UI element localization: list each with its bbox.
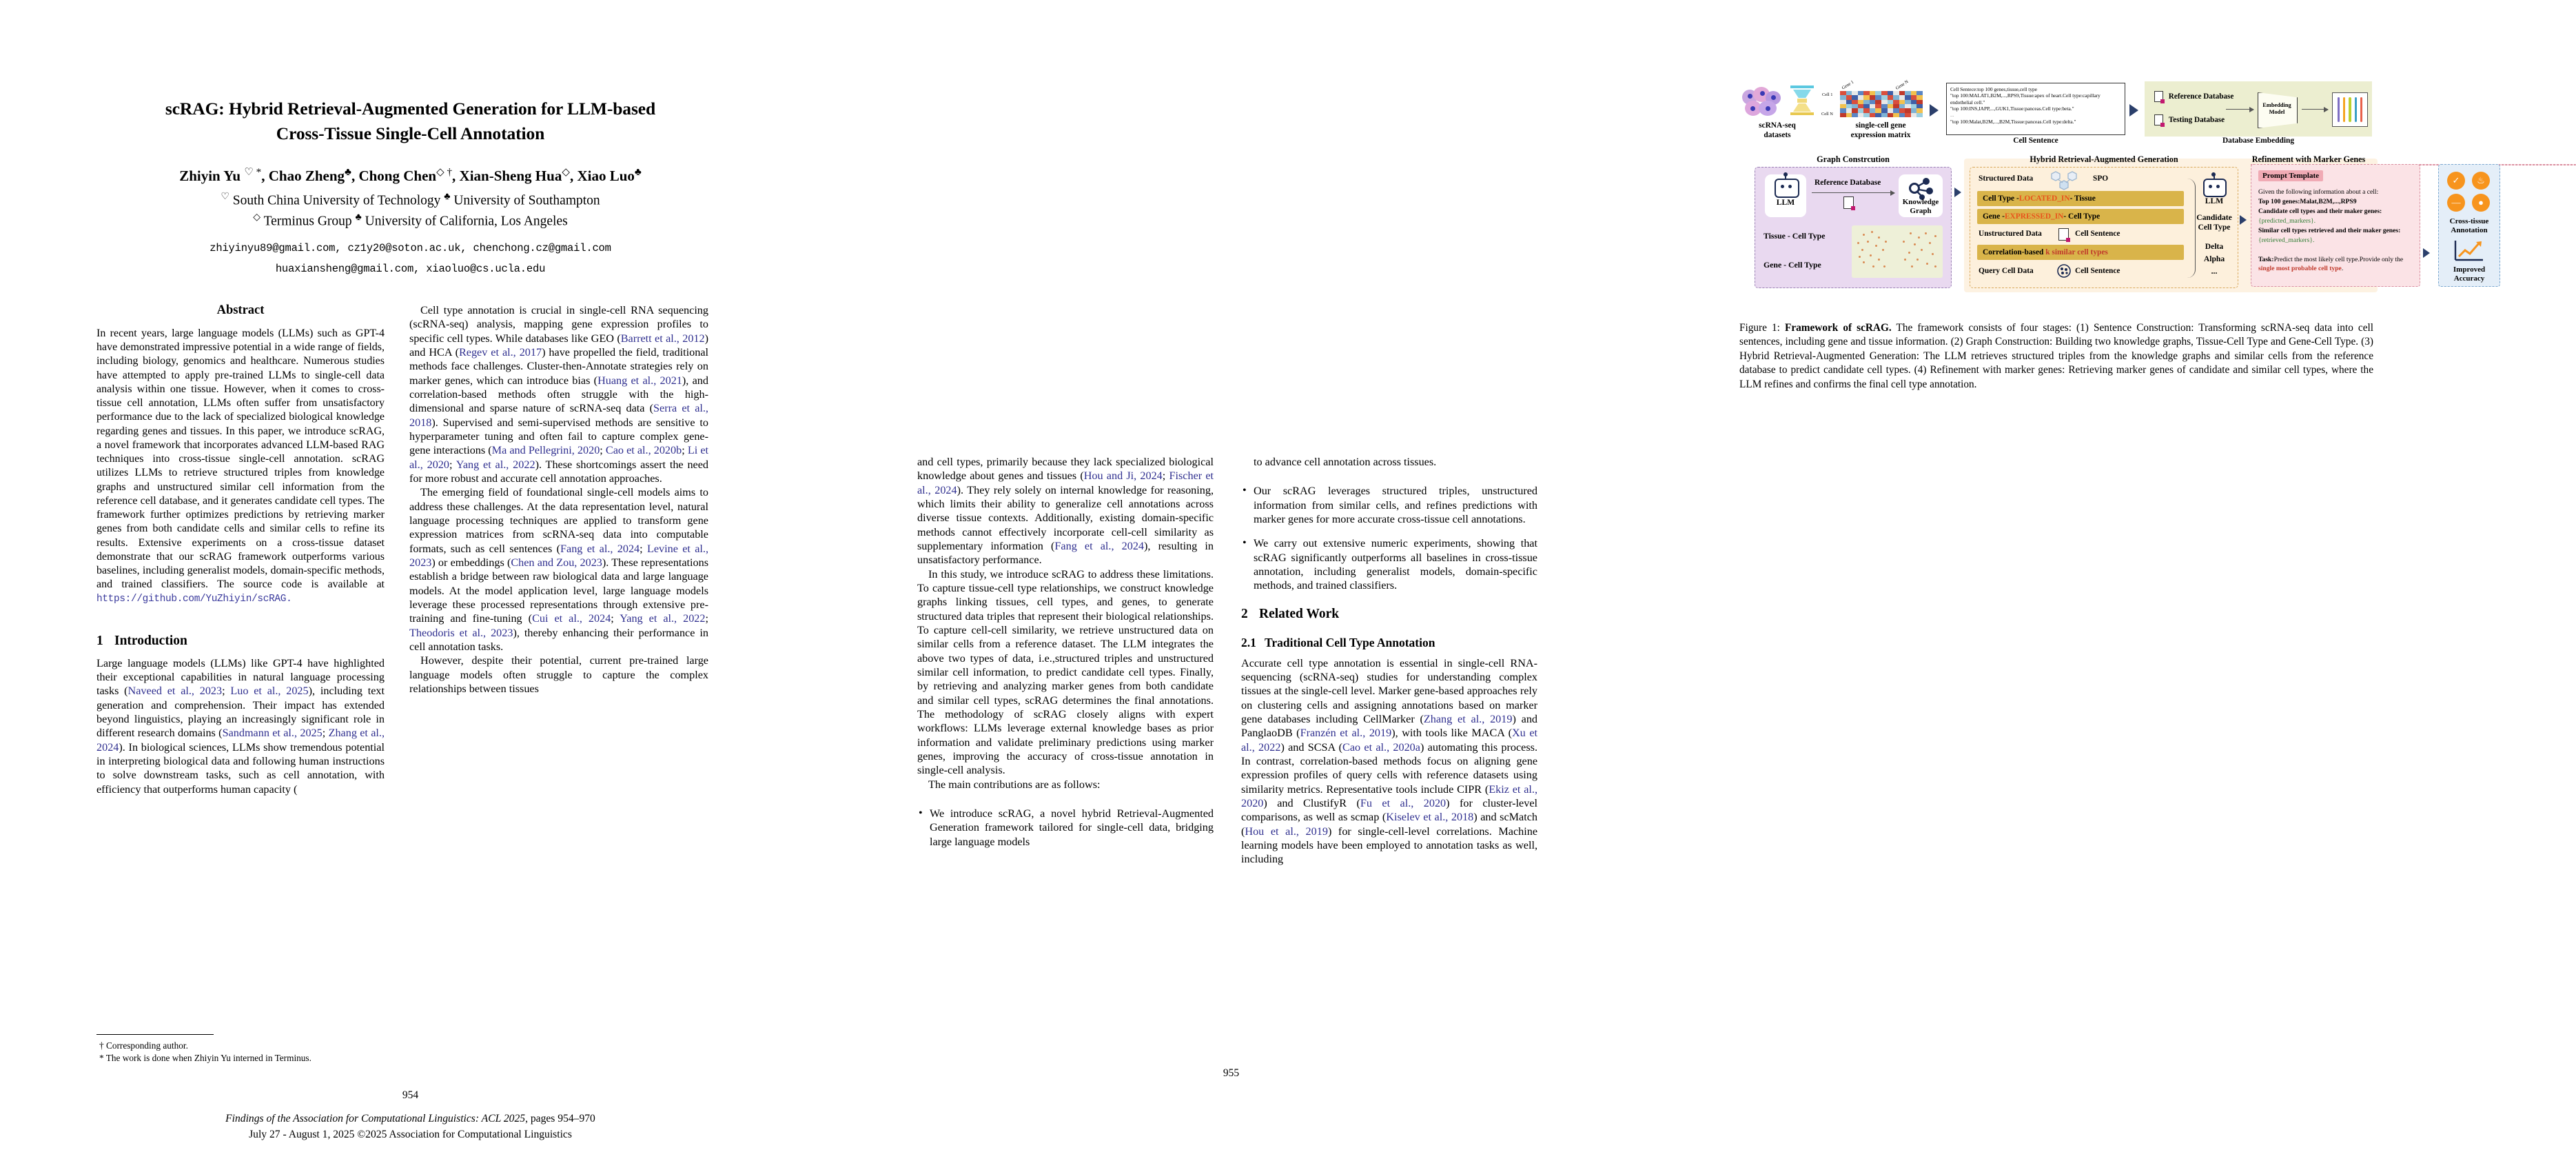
dna-helix-icon: [1790, 85, 1814, 117]
figure-stage-sentence-construction: [1739, 79, 2373, 146]
left-page-column-2: [409, 303, 708, 696]
arrow-rag-to-prompt-icon: [2240, 215, 2247, 225]
prompt-line-5: Similar cell types retrieved and their maker genes:: [2258, 227, 2401, 234]
database-embedding-panel: [2145, 81, 2372, 137]
hybrid-rag-panel: [1970, 167, 2238, 288]
list-item: • We carry out extensive numeric experiments, showing that scRAG significantly outperforms all baselines in cross-tissue annotation, including generalist models, domain-specific methods, and trained classifiers.: [1241, 536, 1537, 592]
section-heading-related-work: 2 Related Work: [1241, 606, 1340, 621]
repo-url[interactable]: https://github.com/YuZhiyin/scRAG.: [96, 594, 292, 605]
traditional-annotation-paragraph: Accurate cell type annotation is essential in single-cell RNA-sequencing (scRNA-seq) studies for understanding complex tissues at the single-cell level. Marker gene-based approaches rely on clustering cells and assigning annotations based on marker gene databases including CellMarker (Zhang et al., 2019) and PanglaoDB (Franzén et al., 2019), with tools like MACA (Xu et al., 2022) and SCSA (Cao et al., 2020a) automating this process. In contrast, correlation-based methods focus on aligning gene expression profiles of query cells with reference datasets using similarity metrics. Representative tools include CIPR (Ekiz et al., 2020) and ClustifyR (Fu et al., 2020) for cluster-level comparisons, as well as scmap (Kiselev et al., 2018) and scMatch (Hou et al., 2019) for single-cell-level correlations. Machine learning models have been employed to annotation tasks as well, including: [1241, 656, 1538, 866]
reference-database-arrow-label: Reference Database: [1815, 179, 1881, 187]
list-item: • Our scRAG leverages structured triples, unstructured information from similar cells, and refines predictions with marker genes for more accurate cross-tissue cell annotations.: [1241, 484, 1537, 526]
email-line-1: zhiyinyu89@gmail.com, cz1y20@soton.ac.uk, chenchong.cz@gmail.com: [209, 241, 611, 254]
unstructured-data-label: Unstructured Data: [1979, 230, 2042, 238]
footnote-corresponding: † Corresponding author.: [99, 1040, 188, 1051]
affiliation-line-1: ♡ South China University of Technology ♣ University of Southampton: [221, 191, 600, 208]
cell-1-axis-label: Cell 1: [1822, 92, 1833, 97]
reference-database-item: Reference Database: [2154, 91, 2233, 102]
arrow-to-embedding-model: [2226, 109, 2253, 110]
database-embedding-caption: Database Embedding: [2222, 137, 2295, 145]
graph-construction-panel: [1755, 167, 1952, 288]
footnote-internship: * The work is done when Zhiyin Yu interned in Terminus.: [99, 1052, 311, 1063]
gene-n-axis-label: Gene N: [1894, 79, 1910, 91]
left-page-column-1: [96, 303, 385, 796]
however-paragraph: However, despite their potential, current pre-trained large language models often struggle to capture the complex relationships between tissues: [409, 654, 708, 695]
check-badge-icon: ✓: [2447, 172, 2465, 190]
triple-located-in-row: Cell Type - LOCATED_IN - Tissue: [1977, 191, 2184, 206]
lungs-badge-icon: ♨: [2472, 172, 2490, 190]
page-footer-954: Findings of the Association for Computational Linguistics: ACL 2025, pages 954–970 July 27 - August 1, 2025 ©2025 Association for Computational Linguistics: [225, 1113, 595, 1140]
intro-paragraph-1: Large language models (LLMs) like GPT-4 have highlighted their exceptional capabilities in natural language processing tasks (Naveed et al., 2023; Luo et al., 2025), including text generation and comprehension. Their impact has extended beyond linguistics, playing an increasingly significant role in different research domains (Sandmann et al., 2025; Zhang et al., 2024). In biological sciences, LLMs show tremendous potential in interpreting biological data and following human instructions to solve downstream tasks, such as cell annotation, with efficiency that outperforms human capacity (: [96, 656, 385, 796]
author-list: Zhiyin Yu ♡ *, Chao Zheng♣, Chong Chen◇ †, Xian-Sheng Hua◇, Xiao Luo♣: [179, 167, 642, 184]
robot-icon: [1775, 179, 1799, 198]
graph-build-arrow: [1812, 192, 1894, 193]
study-overview-paragraph: In this study, we introduce scRAG to address these limitations. To capture tissue-cell type relationships, we construct knowledge graphs linking tissues, cell types, and genes, to generate structured data triples that represent their biological relationships. To capture cell-cell similarity, we retrieve unstructured data on similar cells from a reference dataset. The LLM integrates the above two types of data, i.e.,structured triples and unstructured similar cell information, to predict candidate cell types. Finally, by retrieving and analyzing marker genes from both candidate and similar cell types, scRAG determines the final annotations. The methodology of scRAG closely aligns with expert workflows: LLMs leverage external knowledge bases as prior information and validate preliminary predictions using marker genes, improving the accuracy of cross-tissue annotation in single-cell analysis.: [917, 567, 1214, 777]
arrow-prompt-to-accuracy-icon: [2423, 248, 2430, 258]
spo-label: SPO: [2093, 174, 2109, 183]
embedding-model-label: Embedding Model: [2262, 102, 2291, 115]
accuracy-panel: [2438, 164, 2500, 287]
scrna-datasets-label: scRNA-seq datasets: [1759, 121, 1796, 139]
llm-label: LLM: [1776, 198, 1795, 207]
arrow-to-cell-sentence-icon: [1930, 104, 1939, 117]
footnote-block: [96, 1027, 385, 1064]
ellipsis-label: ...: [2211, 267, 2218, 276]
alpha-label: Alpha: [2203, 254, 2225, 263]
gene-celltype-label: Gene - Cell Type: [1764, 260, 1821, 270]
email-line-2: huaxiansheng@gmail.com, xiaoluo@cs.ucla.edu: [275, 263, 546, 276]
subsection-heading-traditional: 2.1 Traditional Cell Type Annotation: [1241, 635, 1435, 649]
cell-sentence-caption: Cell Sentence: [2013, 137, 2058, 145]
cell-n-axis-label: Cell N: [1821, 112, 1833, 117]
cell-dots-icon: [2057, 264, 2071, 278]
prompt-line-1: Given the following information about a cell:: [2258, 188, 2379, 196]
abstract-text: In recent years, large language models (LLMs) such as GPT-4 have demonstrated impressive potential in a wide range of fields, including biology, genomics and healthcare. Numerous studies have attempted to apply pre-trained LLMs to single-cell data analysis within one tissue. However, when it comes to cross-tissue cell annotation, LLMs often suffer from unsatisfactory performance due to the lack of specialized biological knowledge regarding genes and tissues. In this paper, we introduce scRAG, a novel framework that incorporates advanced LLM-based RAG techniques into cross-tissue single-cell annotation. scRAG utilizes LLMs to retrieve structured triples from knowledge graphs and unstructured similar cell information from the reference cell database, and it generates candidate cell types. The framework further optimizes predictions by retrieving marker genes from both candidate cells and similar cells to refine its results. Extensive experiments on a cross-tissue dataset demonstrate that our scRAG framework outperforms various baselines, including generalist models, domain-specific methods, and trained classifiers. The source code is available at https://github.com/YuZhiyin/scRAG.: [96, 327, 385, 605]
affiliation-line-2: ◇ Terminus Group ♣ University of California, Los Angeles: [253, 211, 568, 229]
upward-trend-icon: [2453, 239, 2486, 263]
figure-1-framework: [1739, 79, 2489, 303]
rag-llm-label: LLM: [2205, 196, 2224, 205]
hybrid-rag-title: Hybrid Retrieval-Augmented Generation: [2030, 154, 2178, 164]
query-cell-data-label: Query Cell Data: [1979, 267, 2034, 275]
stomach-badge-icon: ●: [2472, 194, 2490, 212]
delta-label: Delta: [2205, 242, 2224, 251]
list-item: • We introduce scRAG, a novel hybrid Retrieval-Augmented Generation framework tailored for single-cell data, bridging large language models: [917, 807, 1214, 849]
graph-scatter-illustration: [1852, 225, 1943, 278]
right-page-column-2: [1241, 455, 1537, 867]
robot-icon: [2203, 179, 2227, 197]
structured-data-label: Structured Data: [1979, 174, 2034, 183]
knowledge-graph-icon: [1907, 177, 1936, 199]
contributions-list-part2: [1241, 484, 1537, 592]
bullet-1-continuation: to advance cell annotation across tissues.: [1254, 456, 1437, 468]
figure-stages-graph-rag-refinement: [1739, 154, 2489, 290]
document-icon: [2154, 91, 2163, 102]
graph-construction-title: Graph Constrcution: [1817, 154, 1890, 164]
knowledge-graph-label: Knowledge Graph: [1902, 198, 1939, 215]
page-number-955: 955: [1223, 1067, 1240, 1079]
tissue-celltype-label: Tissue - Cell Type: [1764, 231, 1826, 241]
prompt-line-7: Task:Predict the most likely cell type.Provide only the single most probable cell type.: [2258, 256, 2404, 272]
page-955: [821, 0, 2489, 1161]
section-heading-introduction: 1 Introduction: [96, 633, 187, 648]
prompt-line-6: {retrieved_markers}.: [2258, 236, 2315, 244]
abstract-heading: Abstract: [216, 303, 265, 317]
cell-cluster-icon: [1742, 87, 1785, 117]
prompt-line-2: Top 100 genes:Malat,B2M,...,RPS9: [2258, 198, 2357, 205]
document-icon: [1843, 196, 1854, 209]
footnote-rule: [96, 1034, 214, 1035]
bone-badge-icon: —: [2447, 194, 2465, 212]
arrow-to-database-icon: [2129, 104, 2138, 117]
document-icon: [2154, 114, 2163, 125]
prompt-line-3: Candidate cell types and their maker genes:: [2258, 208, 2382, 215]
query-cell-sentence-label: Cell Sentence: [2075, 267, 2120, 275]
cross-tissue-annotation-label: Cross-tissue Annotation: [2449, 217, 2489, 234]
foundational-models-paragraph: The emerging field of foundational single-cell models aims to address these challenges. At the data representation level, natural language processing techniques are applied to transform gene expression matrices from scRNA-seq data into computable formats, such as cell sentences (Fang et al., 2024; Levine et al., 2023) or embeddings (Chen and Zou, 2023). These representations establish a bridge between raw biological data and large language models. At the model application level, large language models leverage these processed representations through extensive pre-training and fine-tuning (Cui et al., 2024; Yang et al., 2022; Theodoris et al., 2023), thereby enhancing their performance in cell annotation tasks.: [409, 486, 708, 653]
refinement-title: Refinement with Marker Genes: [2251, 154, 2366, 164]
paper-title: scRAG: Hybrid Retrieval-Augmented Generation for LLM-based Cross-Tissue Single-Cell Annotation: [165, 99, 656, 144]
figure-1-caption: Figure 1: Framework of scRAG. The framework consists of four stages: (1) Sentence Construction: Transforming scRNA-seq data into cell sentences, including gene and tissue information. (2) Graph Construction: Building two knowledge graphs, Tissue-Cell Type and Gene-Cell Type. (3) Hybrid Retrieval-Augmented Generation: The LLM retrieves structured triples from the knowledge graphs and similar cells from the reference database to predict candidate cell types. (4) Refinement with marker genes: Retrieving marker genes of candidate and similar cell types, where the LLM refines and confirms the final cell type annotation.: [1739, 322, 2373, 390]
document-icon: [2058, 228, 2069, 241]
gene-1-axis-label: Gene 1: [1841, 79, 1855, 91]
correlation-based-row: Correlation-based k similar cell types: [1977, 245, 2184, 260]
triple-nodes-icon: [2050, 170, 2081, 191]
embedding-vector-bars: [2332, 92, 2368, 127]
prompt-template-header: Prompt Template: [2258, 170, 2323, 181]
improved-accuracy-label: Improved Accuracy: [2453, 265, 2486, 283]
page-954: [0, 0, 821, 1161]
page-number-954: 954: [402, 1089, 419, 1101]
right-page-column-1: [917, 455, 1214, 859]
prompt-panel: [2251, 164, 2420, 287]
arrow-graph-to-rag-icon: [1954, 188, 1961, 197]
testing-database-item: Testing Database: [2154, 114, 2225, 125]
cell-sentence-box: Cell Sentece:top 100 genes,tissue,cell type "top 100:MALAT1,B2M,...,RPS9,Tissue:apex of heart.Cell type:capillary endothelial cell." "top 100:INS,IAPP,...,GUK1,Tissue:panceas.Cell type:beta." ... "top 100:Malat,B2M,...,B2M,Tissue:panceas.Cell type:delta.": [1946, 83, 2125, 135]
cell-sentence-label: Cell Sentence: [2075, 230, 2120, 238]
limitations-paragraph: and cell types, primarily because they lack specialized biological knowledge about genes and tissues (Hou and Ji, 2024; Fischer et al., 2024). They rely solely on internal knowledge for reasoning, which limits their ability to generalize cell annotations across diverse tissue contexts. Additionally, existing domain-specific methods cannot effectively incorporate cell-cell similarity as supplementary information (Fang et al., 2024), resulting in unsatisfactory performance.: [917, 456, 1214, 567]
prompt-line-4: {predicted_markers}.: [2258, 217, 2316, 225]
contributions-list-part1: [917, 807, 1214, 849]
arrow-to-embedding-bars: [2302, 109, 2328, 110]
cell-annotation-paragraph: Cell type annotation is crucial in single-cell RNA sequencing (scRNA-seq) analysis, mapping gene expression profiles to specific cell types. While databases like GEO (Barrett et al., 2012) and HCA (Regev et al., 2017) have propelled the field, traditional methods face challenges. Cluster-then-Annotate strategies rely on marker genes, which can introduce bias (Huang et al., 2021), and correlation-based methods often struggle with the high-dimensional and sparse nature of scRNA-seq data (Serra et al., 2018). Supervised and semi-supervised methods are sensitive to hyperparameter tuning and often fail to capture complex gene-gene interactions (Ma and Pellegrini, 2020; Cao et al., 2020b; Li et al., 2020; Yang et al., 2022). These shortcomings assert the need for more robust and accurate cell annotation approaches.: [409, 304, 709, 485]
expression-matrix-label: single-cell gene expression matrix: [1850, 121, 1911, 139]
candidate-cell-type-label: Candidate Cell Type: [2196, 213, 2232, 232]
expression-matrix-heatmap: [1840, 91, 1923, 117]
triple-expressed-in-row: Gene - EXPRESSED_IN - Cell Type: [1977, 209, 2184, 224]
contributions-lead-in: The main contributions are as follows:: [928, 778, 1101, 791]
